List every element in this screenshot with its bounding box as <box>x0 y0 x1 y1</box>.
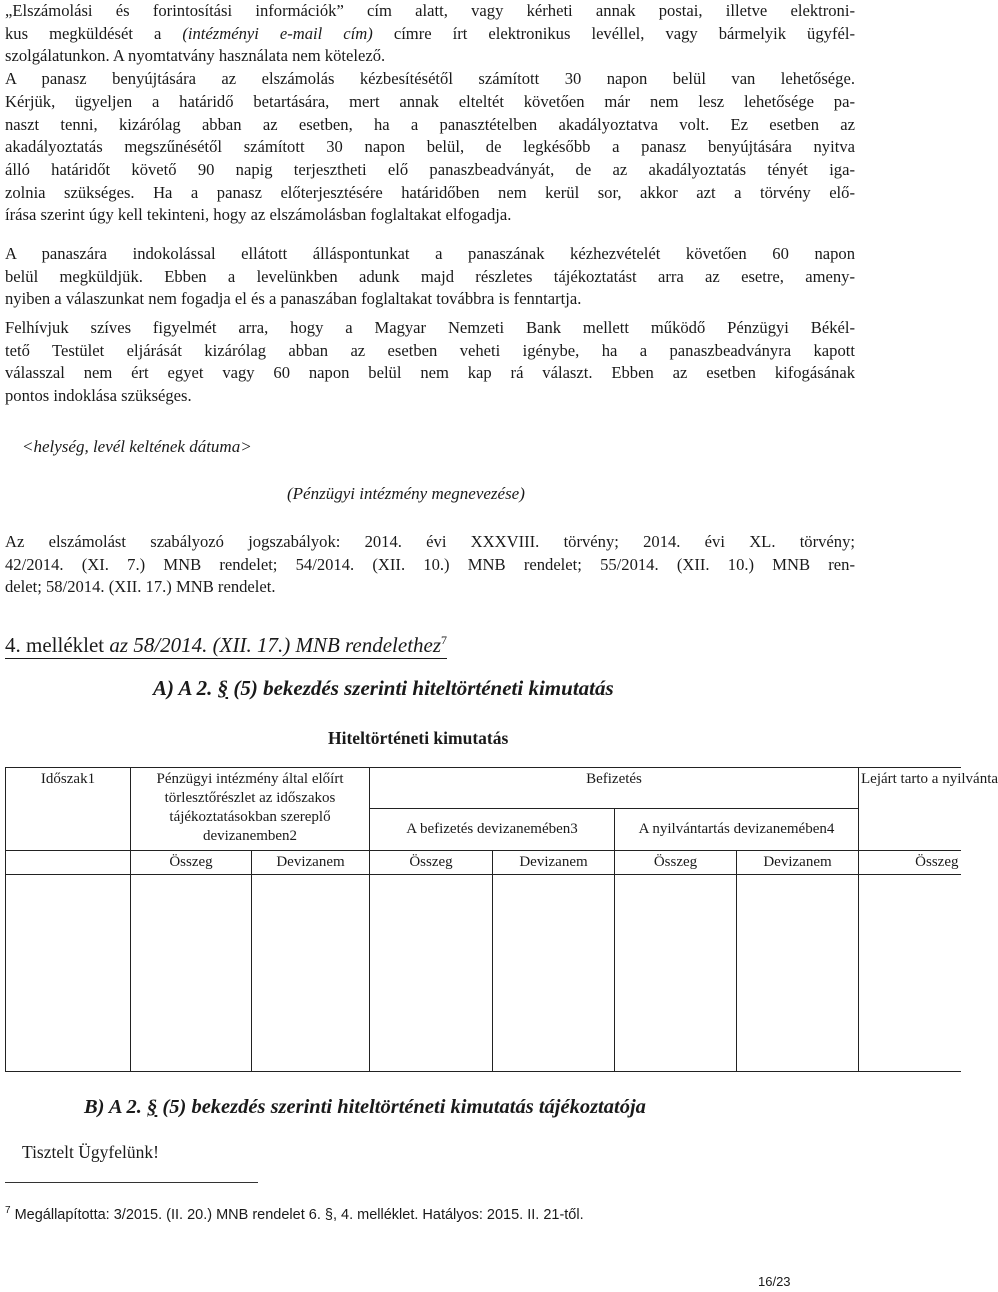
response-line-2: belül megküldjük. Ebben a levelünkben adunk majd részletes tájékoztatást arra az esetre, ameny- <box>5 266 855 286</box>
header-payment-ledger: A nyilvántartás devizanemében4 <box>615 809 859 851</box>
info-line-10: írása szerint úgy kell tekinteni, hogy az elszámolásban foglaltakat elfogadja. <box>5 205 512 225</box>
section-b-heading: B) A 2. § (5) bekezdés szerinti hiteltörténeti kimutatás tájékoztatója <box>84 1096 646 1118</box>
board-line-2: tető Testület eljárását kizárólag abban az esetben veheti igénybe, ha a panaszbeadványra kapott <box>5 340 855 360</box>
footnote-text: Megállapította: 3/2015. (II. 20.) MNB rendelet 6. §, 4. melléklet. Hatályos: 2015. II. 21-től. <box>14 1206 584 1223</box>
place-date-placeholder: <helység, levél keltének dátuma> <box>22 437 252 456</box>
unit-currency: Devizanem <box>252 851 370 875</box>
cell-empty <box>737 875 859 1072</box>
table-title: Hiteltörténeti kimutatás <box>328 728 509 748</box>
info-line-3: szolgálatunkon. A nyomtatvány használata nem kötelező. <box>5 46 386 66</box>
info-line-5: Kérjük, ügyeljen a határidő betartására, mert annak elteltét követően már nem lesz lehetősége pa- <box>5 91 855 111</box>
header-payment: Befizetés <box>370 768 859 809</box>
cell-empty <box>131 875 252 1072</box>
footnote-reference: 7 <box>441 633 448 647</box>
greeting: Tisztelt Ügyfelünk! <box>22 1142 159 1162</box>
cell-empty <box>370 875 493 1072</box>
unit-amount: Összeg <box>615 851 737 875</box>
legal-line-2: 42/2014. (XI. 7.) MNB rendelet; 54/2014. (XII. 10.) MNB rendelet; 55/2014. (XII. 10.) MNB ren- <box>5 554 855 574</box>
footnote-divider <box>5 1182 258 1183</box>
table-unit-row <box>6 851 961 875</box>
cell-empty <box>6 851 131 875</box>
board-line-3: válasszal nem ért egyet vagy 60 napon belül nem kap rá választ. Ebben az esetben kifogásának <box>5 363 855 383</box>
unit-amount: Összeg <box>370 851 493 875</box>
info-line-7: akadályoztatás megszűnésétől számított 30 napon belül, de legkésőbb a panasz benyújtására nyitva <box>5 137 855 157</box>
section-a-heading: A) A 2. § (5) bekezdés szerinti hiteltörténeti kimutatás <box>153 676 614 700</box>
board-paragraph <box>5 317 855 408</box>
response-line-3: nyiben a válaszunkat nem fogadja el és a panaszában foglaltakat továbbra is fenntartja. <box>5 289 582 309</box>
info-paragraph <box>5 0 855 227</box>
cell-empty <box>615 875 737 1072</box>
legal-basis-paragraph <box>5 531 855 599</box>
credit-history-table <box>5 767 998 1072</box>
footnote-number: 7 <box>5 1205 11 1216</box>
info-line-4: A panasz benyújtására az elszámolás kézbesítésétől számított 30 napon belül van lehetősége. <box>5 69 855 89</box>
info-line-8: álló határidőt követő 90 napig terjesztheti elő panaszbeadványát, de az akadályoztatás tényét iga- <box>5 159 855 179</box>
info-line-2: kus megküldését a (intézményi e-mail cím) címre írt elektronikus levéllel, vagy bármelyik ügyfél- <box>5 23 855 43</box>
table-header-row <box>6 768 961 809</box>
unit-amount: Összeg <box>131 851 252 875</box>
cell-empty <box>493 875 615 1072</box>
cell-empty <box>252 875 370 1072</box>
unit-amount-cut: Összeg <box>859 851 961 875</box>
header-period: Időszak1 <box>6 768 131 851</box>
institution-email-placeholder: (intézményi e-mail cím) <box>182 23 373 43</box>
legal-line-3: delet; 58/2014. (XII. 17.) MNB rendelet. <box>5 577 276 597</box>
board-line-1: Felhívjuk szíves figyelmét arra, hogy a Magyar Nemzeti Bank mellett működő Pénzügyi Békél- <box>5 318 855 337</box>
info-line-9: zolnia szükséges. Ha a panasz előterjesztésére határidőben nem kerül sor, akkor azt a törvény elő- <box>5 182 855 202</box>
legal-line-1: Az elszámolást szabályozó jogszabályok: 2014. évi XXXVIII. törvény; 2014. évi XL. törvény; <box>5 532 855 551</box>
footnote <box>5 1205 584 1223</box>
institution-name-placeholder: (Pénzügyi intézmény megnevezése) <box>287 484 525 503</box>
header-installment: Pénzügyi intézmény által előírt törlesztőrészlet az időszakos tájékoztatásokban szereplő devizanemben2 <box>131 768 370 851</box>
unit-currency: Devizanem <box>493 851 615 875</box>
page-number: 16/23 <box>758 1274 791 1289</box>
response-paragraph <box>5 243 855 311</box>
annex-heading: 4. melléklet az 58/2014. (XII. 17.) MNB rendelethez$^7$ <box>5 628 447 659</box>
cell-empty <box>859 875 961 1072</box>
info-line-6: naszt tenni, kizárólag abban az esetben, ha a panasztételben akadályoztatva volt. Ez esetben az <box>5 114 855 134</box>
info-line-1: „Elszámolási és forintosítási információk” cím alatt, vagy kérheti annak postai, illetve elektroni- <box>5 1 855 20</box>
header-overdue: Lejárt tarto a nyilvánta <box>859 768 961 851</box>
table-empty-row <box>6 875 961 1072</box>
cell-empty <box>6 875 131 1072</box>
board-line-4: pontos indoklása szükséges. <box>5 386 192 406</box>
response-line-1: A panaszára indokolással ellátott álláspontunkat a panaszának kézhezvételét követően 60 napon <box>5 244 855 263</box>
unit-currency: Devizanem <box>737 851 859 875</box>
header-payment-currency: A befizetés devizanemében3 <box>370 809 615 851</box>
